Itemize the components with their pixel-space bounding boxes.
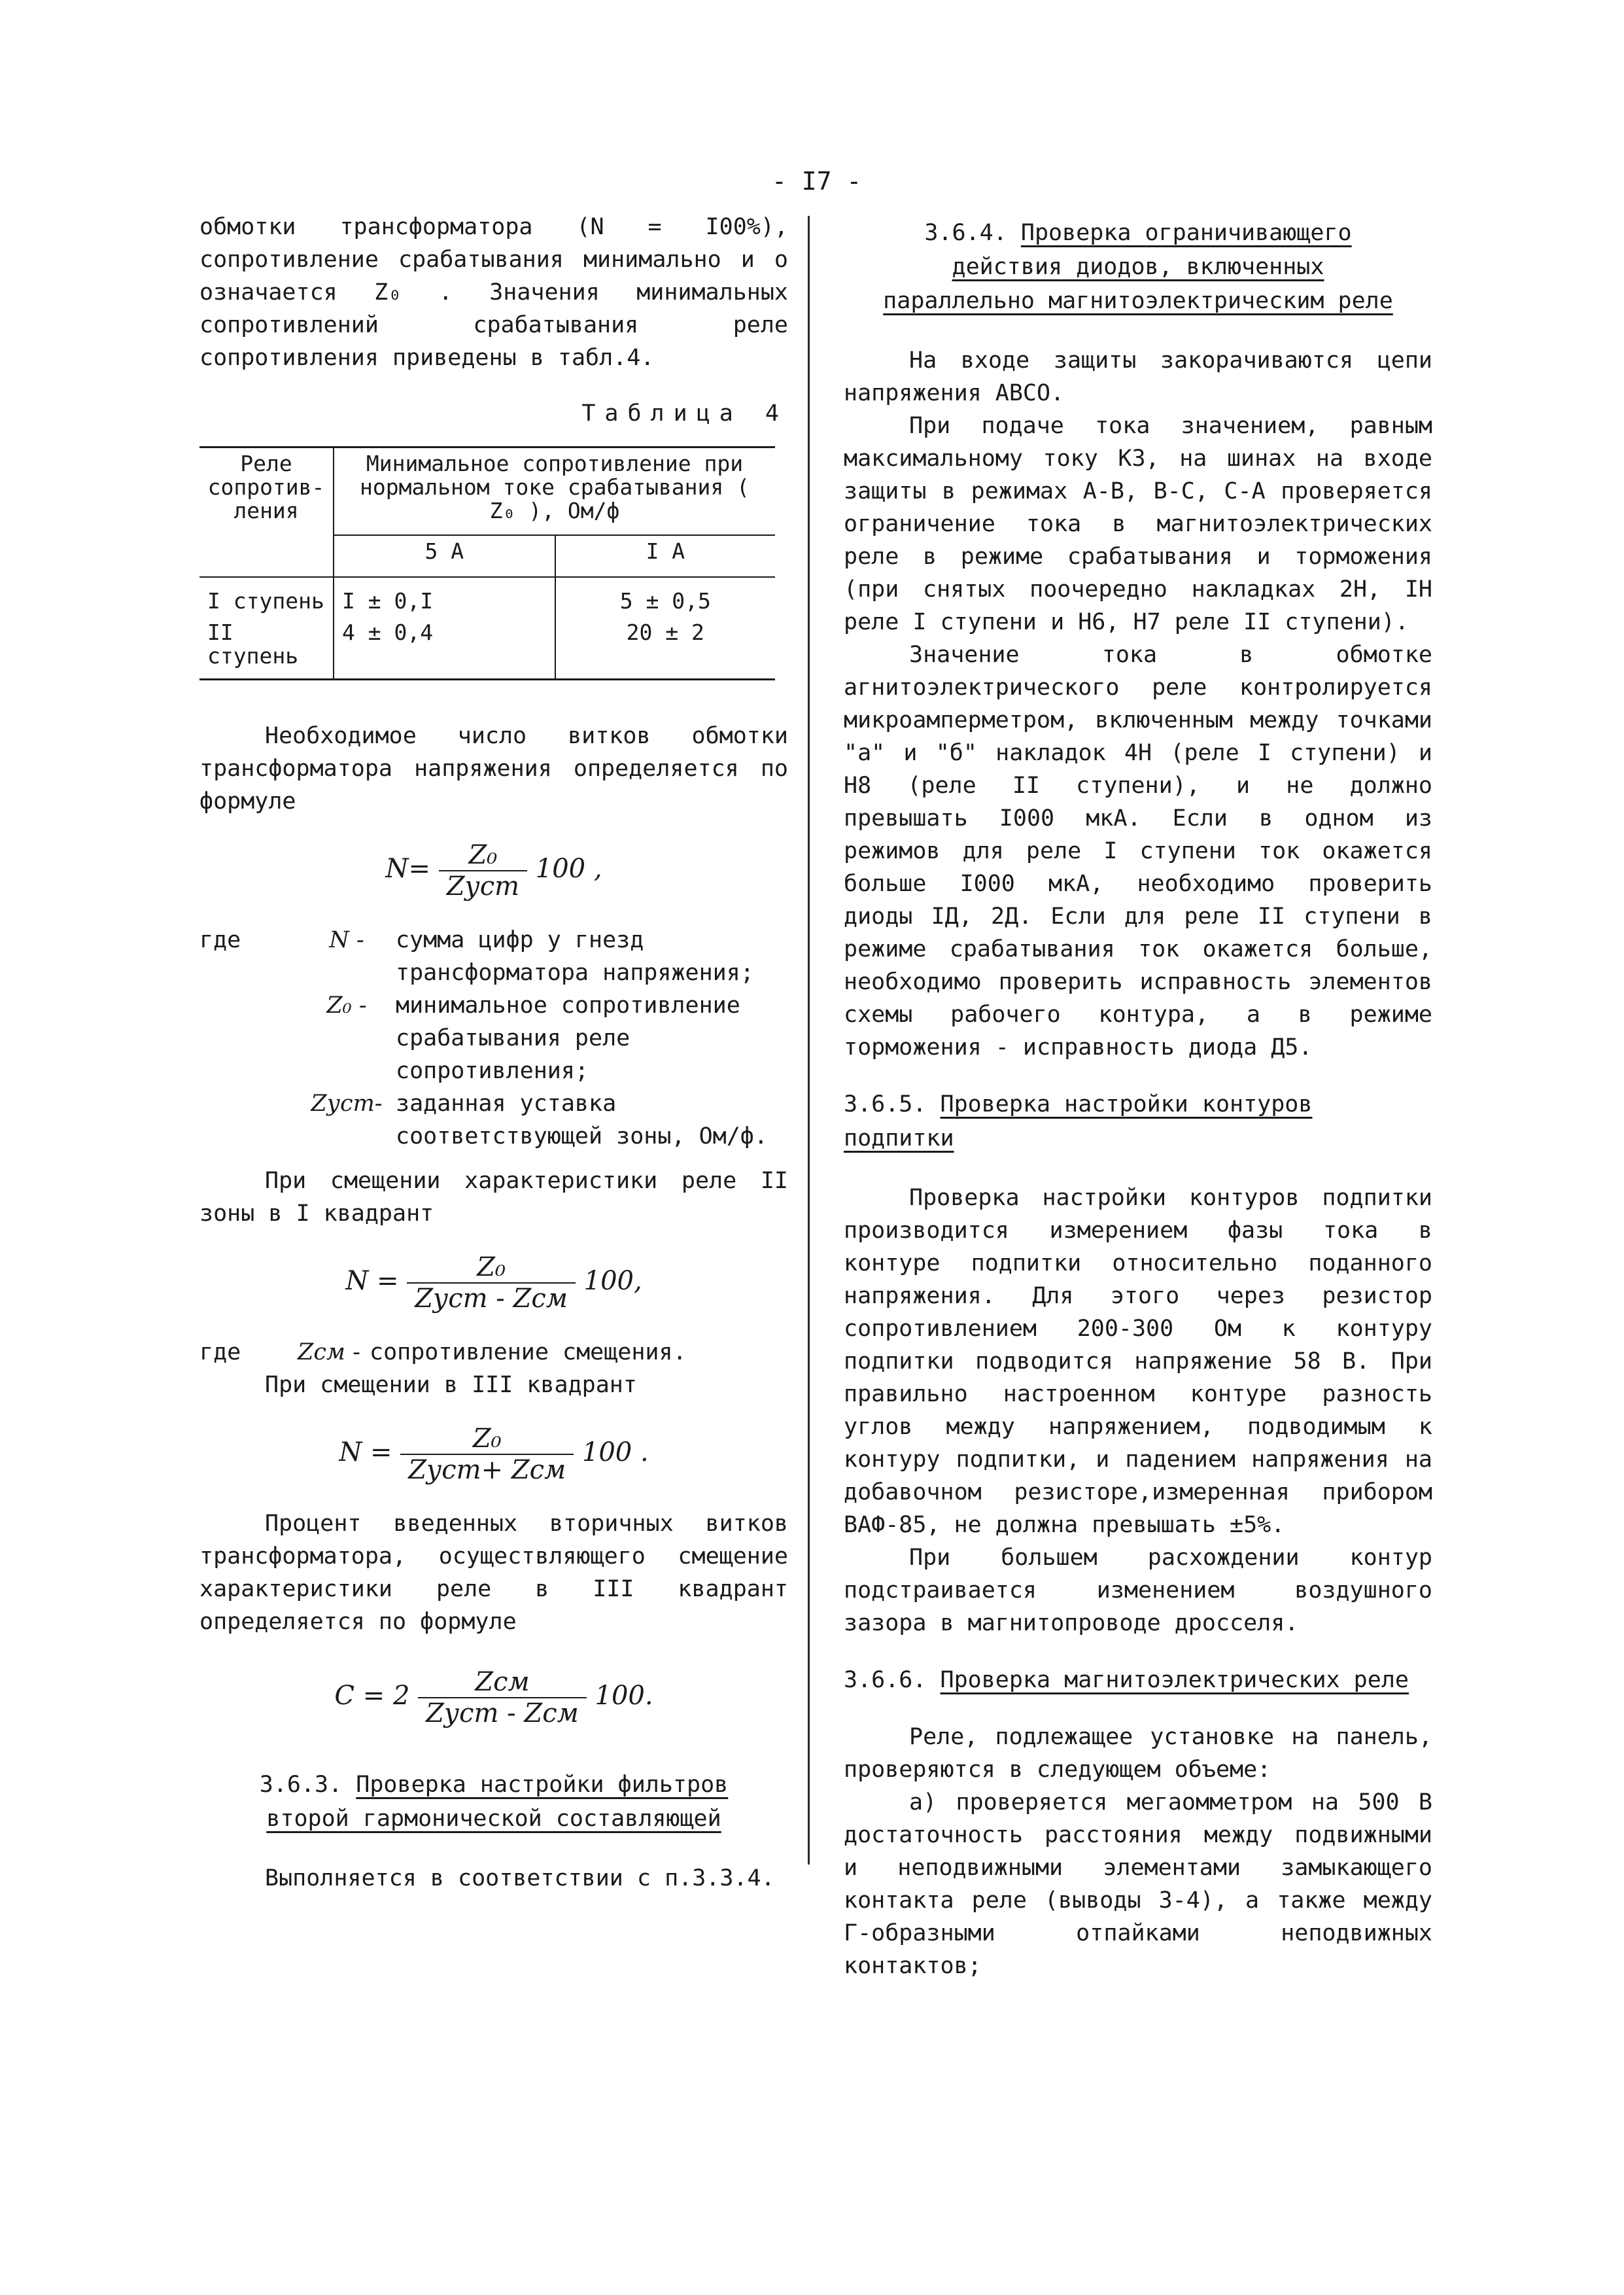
paragraph: На входе защиты закорачиваются цепи напряжения АВСО. bbox=[844, 347, 1432, 406]
paragraph: Реле, подлежащее установке на панель, проверяются в следующем объеме: bbox=[844, 1724, 1432, 1783]
definition-row: где Zсм - сопротивление смещения. bbox=[199, 1339, 687, 1365]
section-heading-3-6-6: 3.6.6. Проверка магнитоэлектрических реле bbox=[844, 1667, 1409, 1693]
paragraph: При большем расхождении контур подстраивается изменением воздушного зазора в магнитопроводе дросселя. bbox=[844, 1545, 1432, 1636]
definition-row: Z₀ - минимальное сопротивление срабатывания реле сопротивления; bbox=[326, 992, 740, 1084]
section-heading-3-6-3: 3.6.3. Проверка настройки фильтров второй гармонической составляющей bbox=[259, 1772, 729, 1832]
table-header-relay: Реле сопротив-ления bbox=[199, 447, 334, 578]
table-4 bbox=[199, 446, 775, 680]
paragraph: При смещении характеристики реле II зоны в I квадрант bbox=[199, 1168, 788, 1227]
section-heading-3-6-4: 3.6.4. Проверка ограничивающего действия диодов, включенных параллельно магнитоэлектрическим реле bbox=[883, 220, 1393, 314]
page-number: - I7 - bbox=[772, 167, 862, 196]
paragraph: Выполняется в соответствии с п.3.3.4. bbox=[265, 1865, 775, 1891]
paragraph: Необходимое число витков обмотки трансформатора напряжения определяется по формуле bbox=[199, 723, 788, 815]
table-row: I ступень I ± 0,I 5 ± 0,5 bbox=[199, 577, 775, 617]
paragraph: При смещении в III квадрант bbox=[265, 1372, 637, 1398]
right-column bbox=[844, 216, 1432, 1982]
table-subheader-5a: 5 А bbox=[334, 535, 555, 577]
paragraph: обмотки трансформатора (N = I00%), сопротивление срабатывания минимально и о означается Z₀ . Значения минимальных сопротивлений срабатывания реле сопротивления приведены в табл.4. bbox=[199, 214, 788, 371]
left-column bbox=[199, 211, 788, 1895]
section-heading-3-6-5: 3.6.5. Проверка настройки контуров подпитки bbox=[844, 1091, 1313, 1151]
formula-2: N = $\frac{\text{Z₀}}{\text{Zуст - Zсм}}$ 100, bbox=[345, 1252, 642, 1314]
paragraph: Процент введенных вторичных витков трансформатора, осуществляющего смещение характеристики реле в III квадрант определяется по формуле bbox=[199, 1511, 788, 1635]
paragraph: Значение тока в обмотке агнитоэлектрического реле контролируется микроамперметром, включенным между точками "а" и "б" накладок 4Н (реле I ступени) и Н8 (реле II ступени), и не должно превышать I000 мкА. Если в одном из режимов для реле I ступени ток окажется больше I000 мкА, необходимо проверить диоды IД, 2Д. Если для реле II ступени в режиме срабатывания ток окажется больше, необходимо проверить исправность элементов схемы рабочего контура, а в режиме торможения - исправность диода Д5. bbox=[844, 642, 1432, 1060]
definition-row: где N - сумма цифр у гнезд трансформатора напряжения; bbox=[199, 927, 754, 986]
definition-row: Zуст- заданная уставка соответствующей зоны, Ом/ф. bbox=[311, 1091, 768, 1149]
column-divider bbox=[808, 216, 810, 1865]
paragraph: При подаче тока значением, равным максимальному току КЗ, на шинах на входе защиты в режимах А-В, В-С, С-А проверяется ограничение тока в магнитоэлектрических реле в режиме срабатывания и торможения (при снятых поочередно накладках 2Н, IН реле I ступени и Н6, Н7 реле II ступени). bbox=[844, 413, 1432, 635]
formula-3: N = $\frac{\text{Z₀}}{\text{Zуст+ Zсм}}$ 100 . bbox=[339, 1424, 649, 1485]
paragraph: а) проверяется мегаомметром на 500 В достаточность расстояния между подвижными и неподвижными элементами замыкающего контакта реле (выводы 3-4), а также между Г-образными отпайками неподвижных контактов; bbox=[844, 1789, 1432, 1979]
formula-1: N= $\frac{\text{Z₀}}{\text{Zуст}}$ 100 , bbox=[385, 840, 602, 902]
table-subheader-1a: I А bbox=[555, 535, 775, 577]
formula-4: C = 2 $\frac{\text{Zсм}}{\text{Zуст - Zсм}}$ 100. bbox=[334, 1667, 653, 1728]
table-caption: Таблица 4 bbox=[581, 400, 788, 427]
table-header-resistance: Минимальное сопротивление при нормальном токе срабатывания ( Z₀ ), Ом/ф bbox=[334, 447, 775, 536]
paragraph: Проверка настройки контуров подпитки производится измерением фазы тока в контуре подпитки относительно поданного напряжения. Для этого через резистор сопротивлением 200-300 Ом к контуру подпитки подводится напряжение 58 В. При правильно настроенном контуре разность углов между напряжением, подводимым к контуру подпитки, и падением напряжения на добавочном резисторе,измеренная прибором ВАФ-85, не должна превышать ±5%. bbox=[844, 1185, 1432, 1538]
table-row: II ступень 4 ± 0,4 20 ± 2 bbox=[199, 617, 775, 680]
